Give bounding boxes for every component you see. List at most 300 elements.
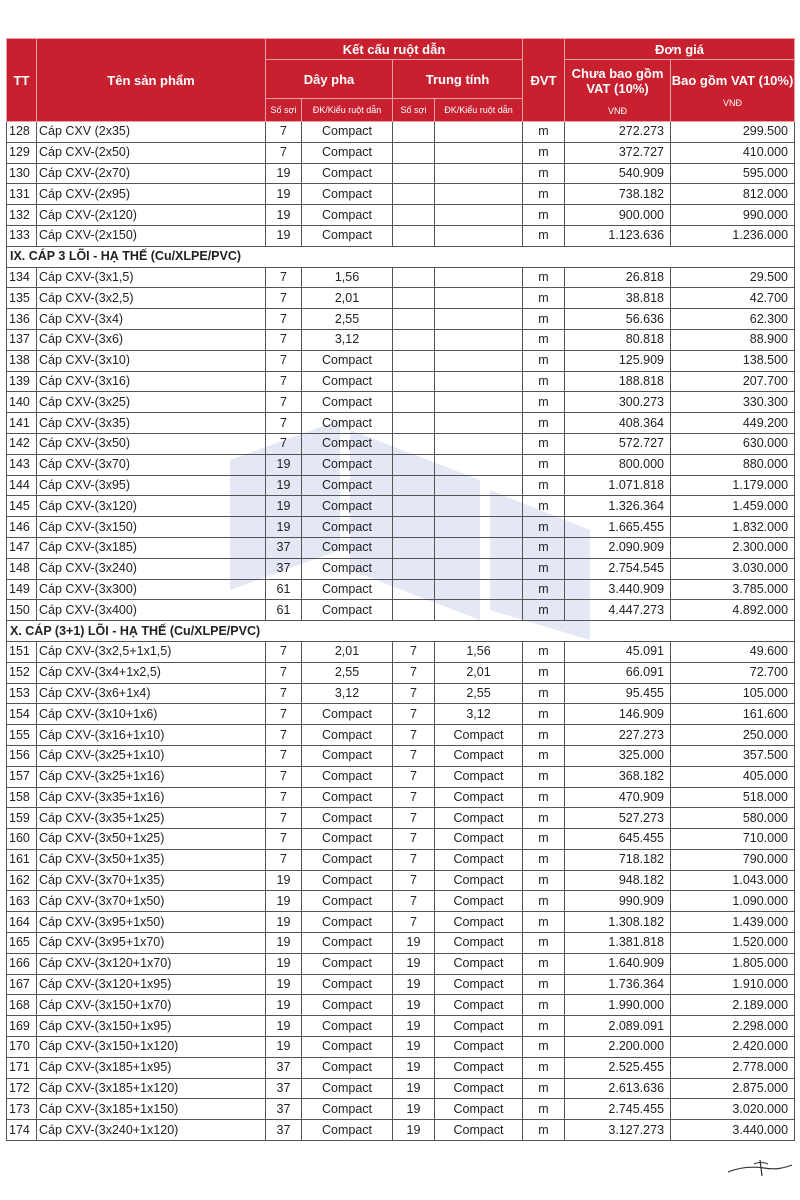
neutral-conductor-type: [435, 142, 523, 163]
price-incl-vat: 105.000: [671, 683, 795, 704]
row-number: 171: [7, 1057, 37, 1078]
header-product-name: Tên sản phẩm: [37, 39, 266, 122]
phase-strands: 37: [266, 1078, 302, 1099]
phase-conductor-type: Compact: [302, 142, 393, 163]
price-excl-vat: 738.182: [565, 184, 671, 205]
unit: m: [523, 891, 565, 912]
price-excl-vat: 1.990.000: [565, 995, 671, 1016]
phase-strands: 19: [266, 974, 302, 995]
unit: m: [523, 142, 565, 163]
price-incl-vat: 3.440.000: [671, 1120, 795, 1141]
unit: m: [523, 912, 565, 933]
row-number: 150: [7, 600, 37, 621]
row-number: 138: [7, 350, 37, 371]
phase-strands: 7: [266, 433, 302, 454]
table-row: [7, 725, 795, 746]
unit: m: [523, 974, 565, 995]
neutral-conductor-type: [435, 184, 523, 205]
unit: m: [523, 205, 565, 226]
product-name: Cáp CXV-(3x185+1x150): [37, 1099, 266, 1120]
unit: m: [523, 995, 565, 1016]
product-name: Cáp CXV-(3x240+1x120): [37, 1120, 266, 1141]
neutral-strands: [393, 454, 435, 475]
price-excl-vat: 1.071.818: [565, 475, 671, 496]
row-number: 143: [7, 454, 37, 475]
product-name: Cáp CXV-(3x70+1x50): [37, 891, 266, 912]
product-name: Cáp CXV-(3x120+1x70): [37, 953, 266, 974]
table-row: [7, 579, 795, 600]
table-row: [7, 745, 795, 766]
price-excl-vat: 527.273: [565, 808, 671, 829]
product-name: Cáp CXV-(3x1,5): [37, 267, 266, 288]
neutral-strands: 7: [393, 912, 435, 933]
price-incl-vat: 138.500: [671, 350, 795, 371]
header-neutral-wire: Trung tính: [393, 60, 523, 99]
price-excl-vat: 368.182: [565, 766, 671, 787]
table-row: [7, 537, 795, 558]
table-row: [7, 1037, 795, 1058]
neutral-conductor-type: 2,55: [435, 683, 523, 704]
phase-conductor-type: Compact: [302, 184, 393, 205]
phase-conductor-type: Compact: [302, 891, 393, 912]
unit: m: [523, 329, 565, 350]
neutral-conductor-type: [435, 600, 523, 621]
table-row: [7, 517, 795, 538]
neutral-conductor-type: [435, 371, 523, 392]
price-incl-vat: 207.700: [671, 371, 795, 392]
price-excl-vat: 900.000: [565, 205, 671, 226]
phase-strands: 19: [266, 517, 302, 538]
neutral-strands: 19: [393, 1037, 435, 1058]
row-number: 173: [7, 1099, 37, 1120]
row-number: 166: [7, 953, 37, 974]
phase-strands: 19: [266, 891, 302, 912]
neutral-strands: [393, 392, 435, 413]
unit: m: [523, 267, 565, 288]
phase-strands: 7: [266, 142, 302, 163]
price-incl-vat: 2.298.000: [671, 1016, 795, 1037]
unit: m: [523, 350, 565, 371]
price-incl-currency: VNĐ: [723, 98, 743, 108]
neutral-strands: 7: [393, 870, 435, 891]
phase-conductor-type: Compact: [302, 1099, 393, 1120]
row-number: 144: [7, 475, 37, 496]
phase-conductor-type: Compact: [302, 849, 393, 870]
product-name: Cáp CXV-(3x16+1x10): [37, 725, 266, 746]
price-excl-vat: 2.200.000: [565, 1037, 671, 1058]
phase-strands: 7: [266, 829, 302, 850]
phase-conductor-type: 1,56: [302, 267, 393, 288]
unit: m: [523, 371, 565, 392]
unit: m: [523, 537, 565, 558]
neutral-conductor-type: [435, 558, 523, 579]
signature-mark: [724, 1156, 794, 1178]
phase-conductor-type: Compact: [302, 745, 393, 766]
row-number: 135: [7, 288, 37, 309]
product-name: Cáp CXV-(3x35+1x16): [37, 787, 266, 808]
unit: m: [523, 641, 565, 662]
phase-strands: 19: [266, 995, 302, 1016]
unit: m: [523, 787, 565, 808]
table-row: [7, 683, 795, 704]
price-incl-vat: 518.000: [671, 787, 795, 808]
table-row: [7, 849, 795, 870]
table-row: [7, 475, 795, 496]
neutral-strands: [393, 371, 435, 392]
price-excl-vat: 1.381.818: [565, 933, 671, 954]
table-row: [7, 433, 795, 454]
price-excl-vat: 2.754.545: [565, 558, 671, 579]
price-excl-vat: 95.455: [565, 683, 671, 704]
price-excl-vat: 1.326.364: [565, 496, 671, 517]
unit: m: [523, 309, 565, 330]
phase-conductor-type: Compact: [302, 558, 393, 579]
price-excl-vat: 470.909: [565, 787, 671, 808]
phase-conductor-type: Compact: [302, 912, 393, 933]
product-name: Cáp CXV (2x35): [37, 122, 266, 143]
row-number: 160: [7, 829, 37, 850]
phase-conductor-type: Compact: [302, 933, 393, 954]
price-incl-vat: 580.000: [671, 808, 795, 829]
product-name: Cáp CXV-(3x120+1x95): [37, 974, 266, 995]
price-excl-vat: 272.273: [565, 122, 671, 143]
product-name: Cáp CXV-(3x50+1x25): [37, 829, 266, 850]
price-incl-vat: 990.000: [671, 205, 795, 226]
unit: m: [523, 392, 565, 413]
neutral-conductor-type: [435, 122, 523, 143]
product-name: Cáp CXV-(3x6): [37, 329, 266, 350]
neutral-strands: 7: [393, 683, 435, 704]
unit: m: [523, 288, 565, 309]
phase-strands: 37: [266, 1057, 302, 1078]
neutral-strands: 7: [393, 662, 435, 683]
table-row: [7, 891, 795, 912]
phase-strands: 7: [266, 787, 302, 808]
neutral-strands: [393, 433, 435, 454]
row-number: 140: [7, 392, 37, 413]
price-excl-vat: 227.273: [565, 725, 671, 746]
phase-conductor-type: 2,55: [302, 309, 393, 330]
row-number: 132: [7, 205, 37, 226]
phase-conductor-type: 3,12: [302, 329, 393, 350]
price-excl-vat: 2.745.455: [565, 1099, 671, 1120]
neutral-conductor-type: [435, 163, 523, 184]
neutral-conductor-type: [435, 475, 523, 496]
neutral-conductor-type: [435, 267, 523, 288]
row-number: 152: [7, 662, 37, 683]
row-number: 141: [7, 413, 37, 434]
price-incl-vat: 3.785.000: [671, 579, 795, 600]
table-row: [7, 953, 795, 974]
row-number: 131: [7, 184, 37, 205]
table-row: [7, 870, 795, 891]
price-incl-vat: 2.300.000: [671, 537, 795, 558]
product-name: Cáp CXV-(3x35+1x25): [37, 808, 266, 829]
phase-strands: 7: [266, 288, 302, 309]
price-incl-vat: 1.910.000: [671, 974, 795, 995]
unit: m: [523, 953, 565, 974]
phase-strands: 19: [266, 205, 302, 226]
neutral-conductor-type: [435, 350, 523, 371]
table-body: [7, 122, 795, 1141]
neutral-conductor-type: [435, 433, 523, 454]
product-name: Cáp CXV-(3x400): [37, 600, 266, 621]
neutral-conductor-type: Compact: [435, 995, 523, 1016]
neutral-strands: 7: [393, 704, 435, 725]
phase-conductor-type: 2,01: [302, 288, 393, 309]
neutral-strands: [393, 600, 435, 621]
product-name: Cáp CXV-(3x50+1x35): [37, 849, 266, 870]
product-name: Cáp CXV-(2x50): [37, 142, 266, 163]
phase-conductor-type: Compact: [302, 1120, 393, 1141]
phase-strands: 19: [266, 953, 302, 974]
table-row: [7, 912, 795, 933]
phase-strands: 19: [266, 475, 302, 496]
table-row: [7, 309, 795, 330]
neutral-conductor-type: [435, 329, 523, 350]
phase-conductor-type: Compact: [302, 953, 393, 974]
phase-conductor-type: Compact: [302, 1057, 393, 1078]
phase-strands: 7: [266, 641, 302, 662]
section-heading-row: [7, 246, 795, 267]
neutral-conductor-type: [435, 392, 523, 413]
price-excl-vat: 4.447.273: [565, 600, 671, 621]
table-header: [7, 39, 795, 122]
phase-conductor-type: Compact: [302, 413, 393, 434]
phase-conductor-type: Compact: [302, 974, 393, 995]
neutral-conductor-type: [435, 579, 523, 600]
table-row: [7, 267, 795, 288]
neutral-conductor-type: [435, 205, 523, 226]
row-number: 155: [7, 725, 37, 746]
row-number: 130: [7, 163, 37, 184]
neutral-strands: [393, 579, 435, 600]
product-name: Cáp CXV-(3x150+1x95): [37, 1016, 266, 1037]
unit: m: [523, 808, 565, 829]
price-incl-vat: 880.000: [671, 454, 795, 475]
table-row: [7, 122, 795, 143]
phase-strands: 7: [266, 413, 302, 434]
header-unit-price: Đơn giá: [565, 39, 795, 60]
row-number: 161: [7, 849, 37, 870]
phase-strands: 7: [266, 371, 302, 392]
phase-conductor-type: Compact: [302, 163, 393, 184]
row-number: 149: [7, 579, 37, 600]
neutral-conductor-type: 2,01: [435, 662, 523, 683]
price-excl-vat-label: Chưa bao gồm VAT (10%): [571, 65, 664, 96]
price-incl-vat: 42.700: [671, 288, 795, 309]
neutral-conductor-type: Compact: [435, 808, 523, 829]
table-row: [7, 392, 795, 413]
price-incl-vat-label: Bao gồm VAT (10%): [671, 73, 794, 88]
phase-strands: 19: [266, 184, 302, 205]
phase-strands: 37: [266, 1099, 302, 1120]
phase-strands: 19: [266, 1016, 302, 1037]
neutral-strands: 7: [393, 725, 435, 746]
unit: m: [523, 870, 565, 891]
header-price-incl-vat: [671, 60, 795, 122]
price-excl-currency: VNĐ: [608, 105, 628, 116]
neutral-strands: [393, 309, 435, 330]
price-excl-vat: 2.090.909: [565, 537, 671, 558]
table-row: [7, 142, 795, 163]
table-row: [7, 766, 795, 787]
price-excl-vat: 38.818: [565, 288, 671, 309]
price-excl-vat: 26.818: [565, 267, 671, 288]
table-row: [7, 1057, 795, 1078]
phase-strands: 7: [266, 662, 302, 683]
product-name: Cáp CXV-(3x120): [37, 496, 266, 517]
header-price-excl-vat: [565, 60, 671, 122]
row-number: 136: [7, 309, 37, 330]
table-row: [7, 225, 795, 246]
row-number: 153: [7, 683, 37, 704]
product-name: Cáp CXV-(3x185+1x120): [37, 1078, 266, 1099]
unit: m: [523, 1120, 565, 1141]
phase-conductor-type: Compact: [302, 392, 393, 413]
neutral-strands: [393, 184, 435, 205]
phase-conductor-type: Compact: [302, 371, 393, 392]
price-excl-vat: 2.089.091: [565, 1016, 671, 1037]
row-number: 142: [7, 433, 37, 454]
neutral-conductor-type: Compact: [435, 745, 523, 766]
neutral-strands: 19: [393, 1099, 435, 1120]
neutral-strands: [393, 496, 435, 517]
table-row: [7, 641, 795, 662]
phase-conductor-type: Compact: [302, 808, 393, 829]
row-number: 169: [7, 1016, 37, 1037]
row-number: 137: [7, 329, 37, 350]
product-name: Cáp CXV-(3x70): [37, 454, 266, 475]
price-excl-vat: 1.123.636: [565, 225, 671, 246]
phase-conductor-type: Compact: [302, 1078, 393, 1099]
product-name: Cáp CXV-(3x6+1x4): [37, 683, 266, 704]
price-incl-vat: 790.000: [671, 849, 795, 870]
unit: m: [523, 1078, 565, 1099]
neutral-conductor-type: Compact: [435, 1016, 523, 1037]
price-incl-vat: 2.189.000: [671, 995, 795, 1016]
table-row: [7, 288, 795, 309]
price-excl-vat: 990.909: [565, 891, 671, 912]
product-name: Cáp CXV-(2x70): [37, 163, 266, 184]
unit: m: [523, 849, 565, 870]
price-incl-vat: 330.300: [671, 392, 795, 413]
phase-conductor-type: Compact: [302, 225, 393, 246]
phase-conductor-type: 2,01: [302, 641, 393, 662]
header-phase-wire: Dây pha: [266, 60, 393, 99]
product-name: Cáp CXV-(2x120): [37, 205, 266, 226]
row-number: 129: [7, 142, 37, 163]
row-number: 128: [7, 122, 37, 143]
neutral-conductor-type: 1,56: [435, 641, 523, 662]
phase-strands: 7: [266, 122, 302, 143]
phase-conductor-type: Compact: [302, 122, 393, 143]
neutral-strands: 19: [393, 933, 435, 954]
unit: m: [523, 829, 565, 850]
row-number: 154: [7, 704, 37, 725]
price-incl-vat: 630.000: [671, 433, 795, 454]
price-incl-vat: 357.500: [671, 745, 795, 766]
product-name: Cáp CXV-(3x10+1x6): [37, 704, 266, 725]
neutral-strands: 7: [393, 829, 435, 850]
price-incl-vat: 1.179.000: [671, 475, 795, 496]
phase-conductor-type: Compact: [302, 579, 393, 600]
neutral-strands: [393, 267, 435, 288]
price-excl-vat: 56.636: [565, 309, 671, 330]
unit: m: [523, 725, 565, 746]
unit: m: [523, 1037, 565, 1058]
product-name: Cáp CXV-(3x240): [37, 558, 266, 579]
price-excl-vat: 800.000: [565, 454, 671, 475]
phase-conductor-type: Compact: [302, 454, 393, 475]
neutral-strands: [393, 475, 435, 496]
price-excl-vat: 645.455: [565, 829, 671, 850]
phase-strands: 7: [266, 309, 302, 330]
phase-conductor-type: 2,55: [302, 662, 393, 683]
neutral-conductor-type: [435, 454, 523, 475]
neutral-conductor-type: [435, 288, 523, 309]
phase-strands: 7: [266, 329, 302, 350]
price-excl-vat: 572.727: [565, 433, 671, 454]
neutral-conductor-type: Compact: [435, 953, 523, 974]
price-incl-vat: 72.700: [671, 662, 795, 683]
neutral-strands: 19: [393, 953, 435, 974]
phase-conductor-type: Compact: [302, 475, 393, 496]
neutral-strands: [393, 142, 435, 163]
unit: m: [523, 1099, 565, 1120]
table-row: [7, 1120, 795, 1141]
neutral-conductor-type: Compact: [435, 870, 523, 891]
phase-strands: 7: [266, 808, 302, 829]
phase-conductor-type: Compact: [302, 787, 393, 808]
product-name: Cáp CXV-(3x185+1x95): [37, 1057, 266, 1078]
row-number: 139: [7, 371, 37, 392]
neutral-conductor-type: Compact: [435, 766, 523, 787]
price-excl-vat: 948.182: [565, 870, 671, 891]
neutral-conductor-type: Compact: [435, 1057, 523, 1078]
price-incl-vat: 299.500: [671, 122, 795, 143]
table-row: [7, 1099, 795, 1120]
neutral-strands: [393, 288, 435, 309]
price-excl-vat: 66.091: [565, 662, 671, 683]
product-name: Cáp CXV-(2x95): [37, 184, 266, 205]
price-excl-vat: 3.127.273: [565, 1120, 671, 1141]
unit: m: [523, 413, 565, 434]
section-title: IX. CÁP 3 LÕI - HẠ THẾ (Cu/XLPE/PVC): [7, 246, 795, 267]
row-number: 172: [7, 1078, 37, 1099]
table-row: [7, 454, 795, 475]
row-number: 156: [7, 745, 37, 766]
phase-strands: 19: [266, 870, 302, 891]
product-name: Cáp CXV-(3x150+1x120): [37, 1037, 266, 1058]
section-title: X. CÁP (3+1) LÕI - HẠ THẾ (Cu/XLPE/PVC): [7, 621, 795, 642]
unit: m: [523, 454, 565, 475]
table-row: [7, 787, 795, 808]
price-incl-vat: 1.236.000: [671, 225, 795, 246]
row-number: 159: [7, 808, 37, 829]
row-number: 148: [7, 558, 37, 579]
header-conductor-structure: Kết cấu ruột dẫn: [266, 39, 523, 60]
neutral-strands: [393, 122, 435, 143]
phase-strands: 7: [266, 704, 302, 725]
product-name: Cáp CXV-(3x25+1x10): [37, 745, 266, 766]
price-incl-vat: 2.778.000: [671, 1057, 795, 1078]
neutral-strands: 7: [393, 787, 435, 808]
price-excl-vat: 540.909: [565, 163, 671, 184]
phase-conductor-type: Compact: [302, 205, 393, 226]
phase-strands: 61: [266, 600, 302, 621]
header-unit: ĐVT: [523, 39, 565, 122]
